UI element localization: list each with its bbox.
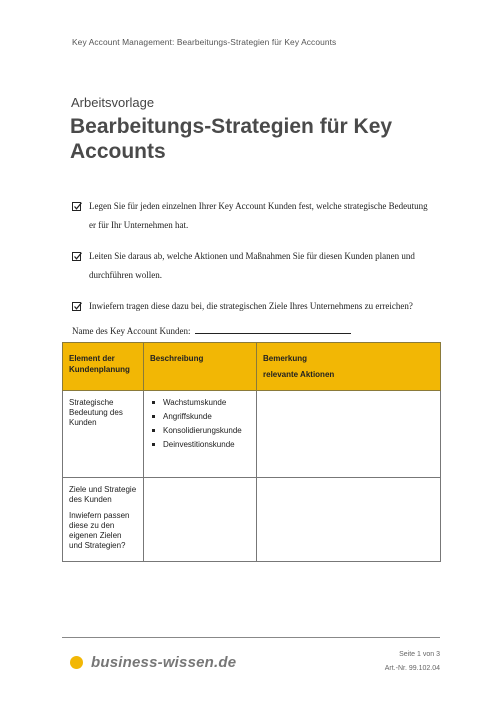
document-subtitle: Arbeitsvorlage bbox=[71, 95, 155, 110]
customer-name-field bbox=[72, 325, 372, 336]
instruction-checklist bbox=[72, 197, 432, 328]
customer-name-label: Name des Key Account Kunden: bbox=[72, 326, 191, 336]
list-item: Angriffskunde bbox=[150, 412, 250, 422]
table-row bbox=[63, 391, 441, 478]
table-header-row bbox=[63, 343, 441, 391]
customer-name-blank[interactable] bbox=[195, 325, 351, 334]
cell-remarks[interactable] bbox=[257, 478, 441, 562]
checklist-item-text: Leiten Sie daraus ab, welche Aktionen und Maßnahmen Sie für diesen Kunden planen und durchführen wollen. bbox=[89, 251, 415, 280]
list-item: Deinvestitionskunde bbox=[150, 440, 250, 450]
logo-dot-icon bbox=[70, 656, 83, 669]
cell-element-title: Ziele und Strategie des Kunden bbox=[69, 485, 137, 504]
list-item: Wachstumskunde bbox=[150, 398, 250, 408]
cell-element bbox=[63, 478, 144, 562]
running-header: Key Account Management: Bearbeitungs-Strategien für Key Accounts bbox=[72, 37, 337, 47]
table-row bbox=[63, 478, 441, 562]
brand-logo bbox=[70, 654, 236, 671]
footer-meta bbox=[385, 648, 440, 676]
checklist-item bbox=[72, 297, 432, 316]
cell-element-note: Inwiefern passen diese zu den eigenen Zielen und Strategien? bbox=[69, 511, 130, 550]
cell-description[interactable] bbox=[144, 478, 257, 562]
checklist-item-text: Inwiefern tragen diese dazu bei, die strategischen Ziele Ihres Unternehmens zu erreichen? bbox=[89, 301, 413, 311]
article-number: Art.-Nr. 99.102.04 bbox=[384, 665, 440, 672]
planning-table bbox=[62, 342, 441, 562]
cell-element: Strategische Bedeutung des Kunden bbox=[63, 391, 144, 478]
brand-name: business-wissen.de bbox=[91, 654, 237, 671]
page-number: Seite 1 von 3 bbox=[399, 651, 440, 658]
header-remarks bbox=[257, 343, 441, 391]
checklist-item bbox=[72, 197, 432, 235]
footer-divider bbox=[62, 637, 440, 638]
document-title: Bearbeitungs-Strategien für Key Accounts bbox=[70, 115, 393, 163]
checked-box-icon bbox=[72, 202, 81, 211]
cell-description bbox=[144, 391, 257, 478]
header-description: Beschreibung bbox=[144, 343, 257, 391]
checklist-item-text: Legen Sie für jeden einzelnen Ihrer Key Account Kunden fest, welche strategische Bedeutung er für Ihr Unternehmen hat. bbox=[89, 201, 428, 230]
checked-box-icon bbox=[72, 252, 81, 261]
checklist-item bbox=[72, 247, 432, 285]
header-remarks-line1: Bemerkung bbox=[263, 354, 308, 363]
customer-type-list bbox=[150, 398, 250, 450]
header-element: Element der Kundenplanung bbox=[63, 343, 144, 391]
cell-remarks[interactable] bbox=[257, 391, 441, 478]
checked-box-icon bbox=[72, 302, 81, 311]
header-remarks-line2: relevante Aktionen bbox=[263, 370, 335, 379]
list-item: Konsolidierungskunde bbox=[150, 426, 250, 436]
